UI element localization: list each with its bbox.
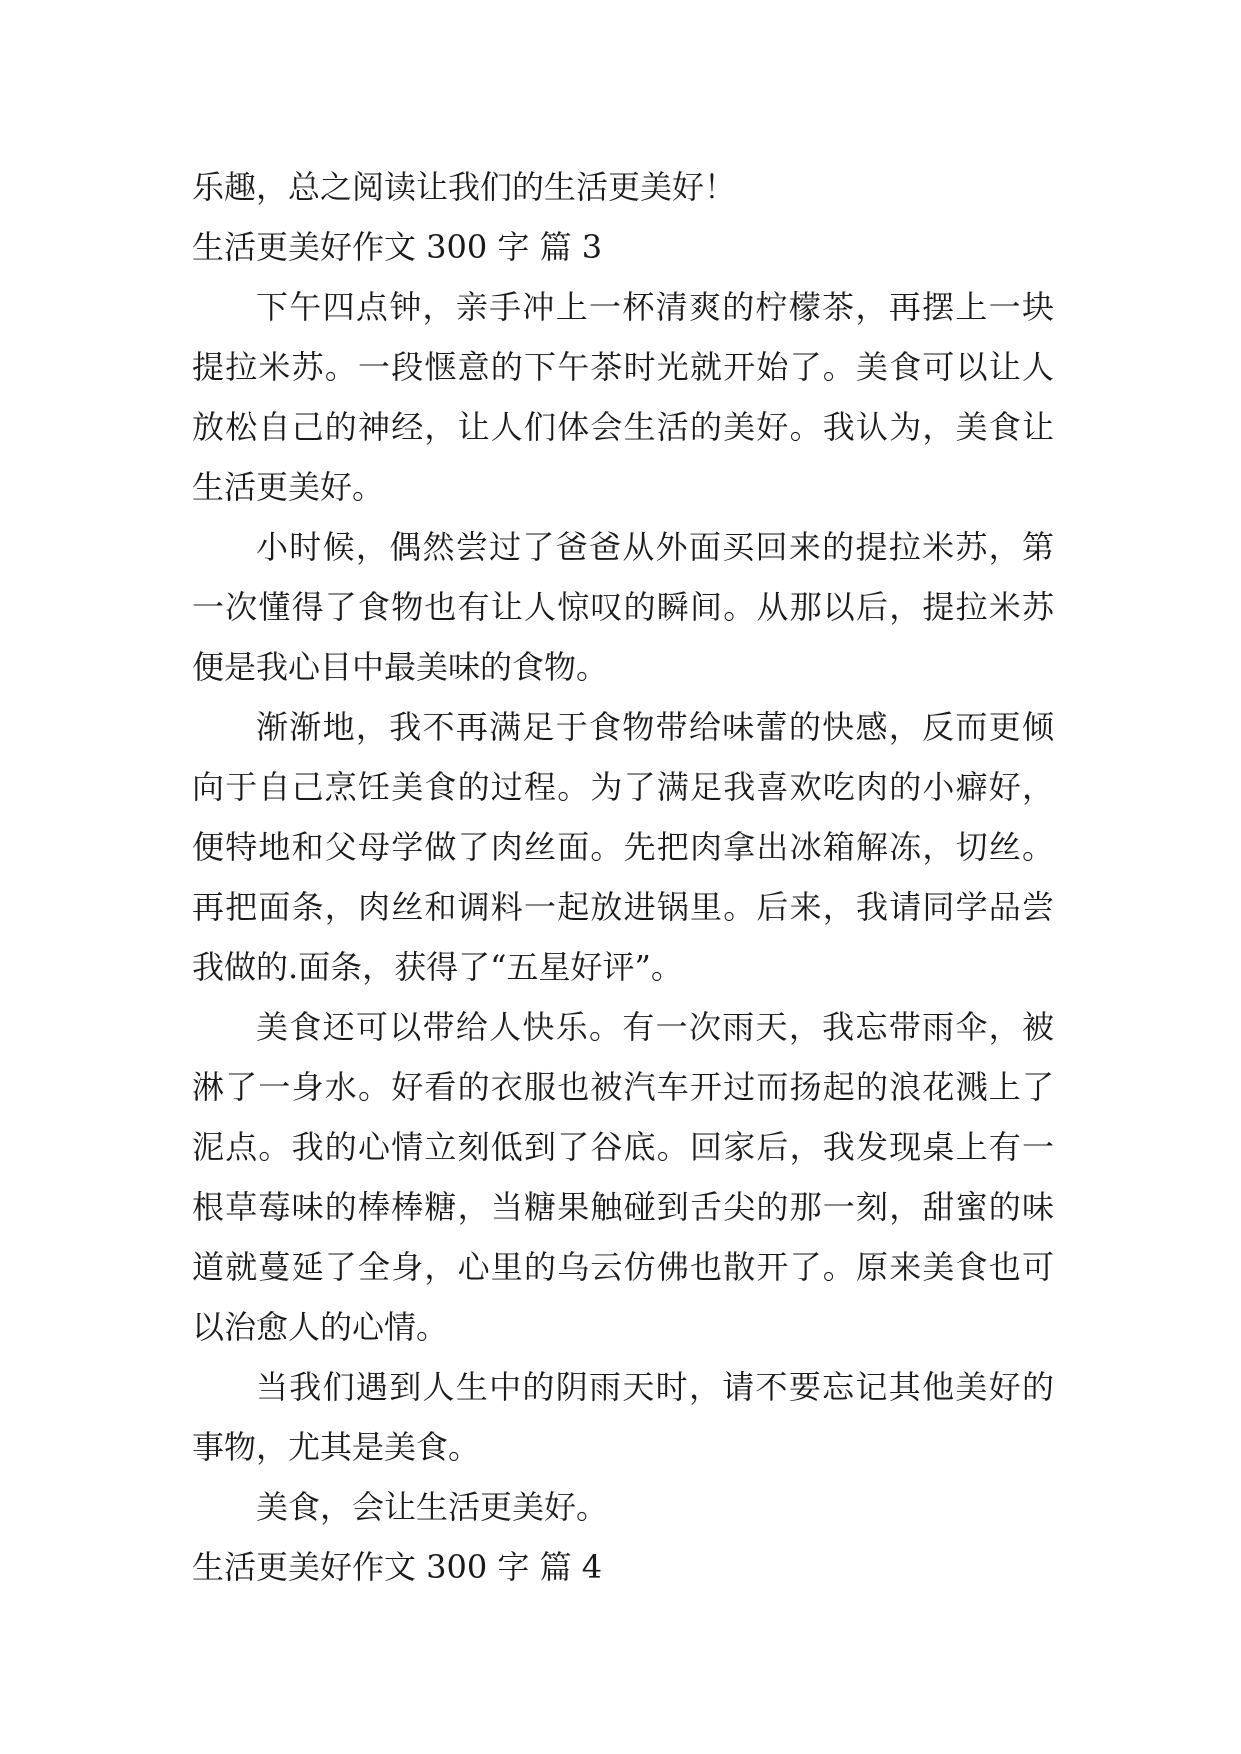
- document-body: [192, 157, 1054, 1597]
- paragraph-line: 提拉米苏。一段惬意的下午茶时光就开始了。美食可以让人: [192, 348, 1054, 386]
- paragraph-line: 乐趣，总之阅读让我们的生活更美好！: [192, 168, 737, 206]
- paragraph-line: 生活更美好。: [192, 468, 385, 506]
- paragraph: [192, 277, 1054, 517]
- paragraph: [192, 517, 1054, 697]
- paragraph-line: 泥点。我的心情立刻低到了谷底。回家后，我发现桌上有一: [192, 1128, 1054, 1166]
- paragraph-line: 根草莓味的棒棒糖，当糖果触碰到舌尖的那一刻，甜蜜的味: [192, 1188, 1054, 1226]
- paragraph: [192, 697, 1054, 997]
- paragraph-line: 事物，尤其是美食。: [192, 1428, 481, 1466]
- paragraph-line: 我做的.面条，获得了“五星好评”。: [192, 948, 683, 986]
- section-heading: [192, 1537, 1054, 1597]
- paragraph-line: 便特地和父母学做了肉丝面。先把肉拿出冰箱解冻，切丝。: [192, 828, 1054, 866]
- paragraph-line: 以治愈人的心情。: [192, 1308, 449, 1346]
- paragraph-line: 便是我心目中最美味的食物。: [192, 648, 609, 686]
- paragraph-line: 下午四点钟，亲手冲上一杯清爽的柠檬茶，再摆上一块: [256, 288, 1054, 326]
- paragraph-line: 一次懂得了食物也有让人惊叹的瞬间。从那以后，提拉米苏: [192, 588, 1054, 626]
- paragraph: [192, 1477, 1054, 1537]
- paragraph-line: 当我们遇到人生中的阴雨天时，请不要忘记其他美好的: [256, 1368, 1054, 1406]
- paragraph-line: 渐渐地，我不再满足于食物带给味蕾的快感，反而更倾: [256, 708, 1054, 746]
- paragraph: [192, 157, 1054, 217]
- paragraph-line: 向于自己烹饪美食的过程。为了满足我喜欢吃肉的小癖好，: [192, 768, 1054, 806]
- paragraph-line: 再把面条，肉丝和调料一起放进锅里。后来，我请同学品尝: [192, 888, 1054, 926]
- paragraph: [192, 997, 1054, 1357]
- paragraph-line: 放松自己的神经，让人们体会生活的美好。我认为，美食让: [192, 408, 1054, 446]
- heading-text: 生活更美好作文 300 字 篇 4: [192, 1548, 603, 1586]
- paragraph-line: 淋了一身水。好看的衣服也被汽车开过而扬起的浪花溅上了: [192, 1068, 1054, 1106]
- paragraph-line: 道就蔓延了全身，心里的乌云仿佛也散开了。原来美食也可: [192, 1248, 1054, 1286]
- paragraph: [192, 1357, 1054, 1477]
- paragraph-line: 美食还可以带给人快乐。有一次雨天，我忘带雨伞，被: [256, 1008, 1054, 1046]
- paragraph-line: 小时候，偶然尝过了爸爸从外面买回来的提拉米苏，第: [256, 528, 1054, 566]
- section-heading: [192, 217, 1054, 277]
- paragraph-line: 美食，会让生活更美好。: [256, 1488, 609, 1526]
- heading-text: 生活更美好作文 300 字 篇 3: [192, 228, 603, 266]
